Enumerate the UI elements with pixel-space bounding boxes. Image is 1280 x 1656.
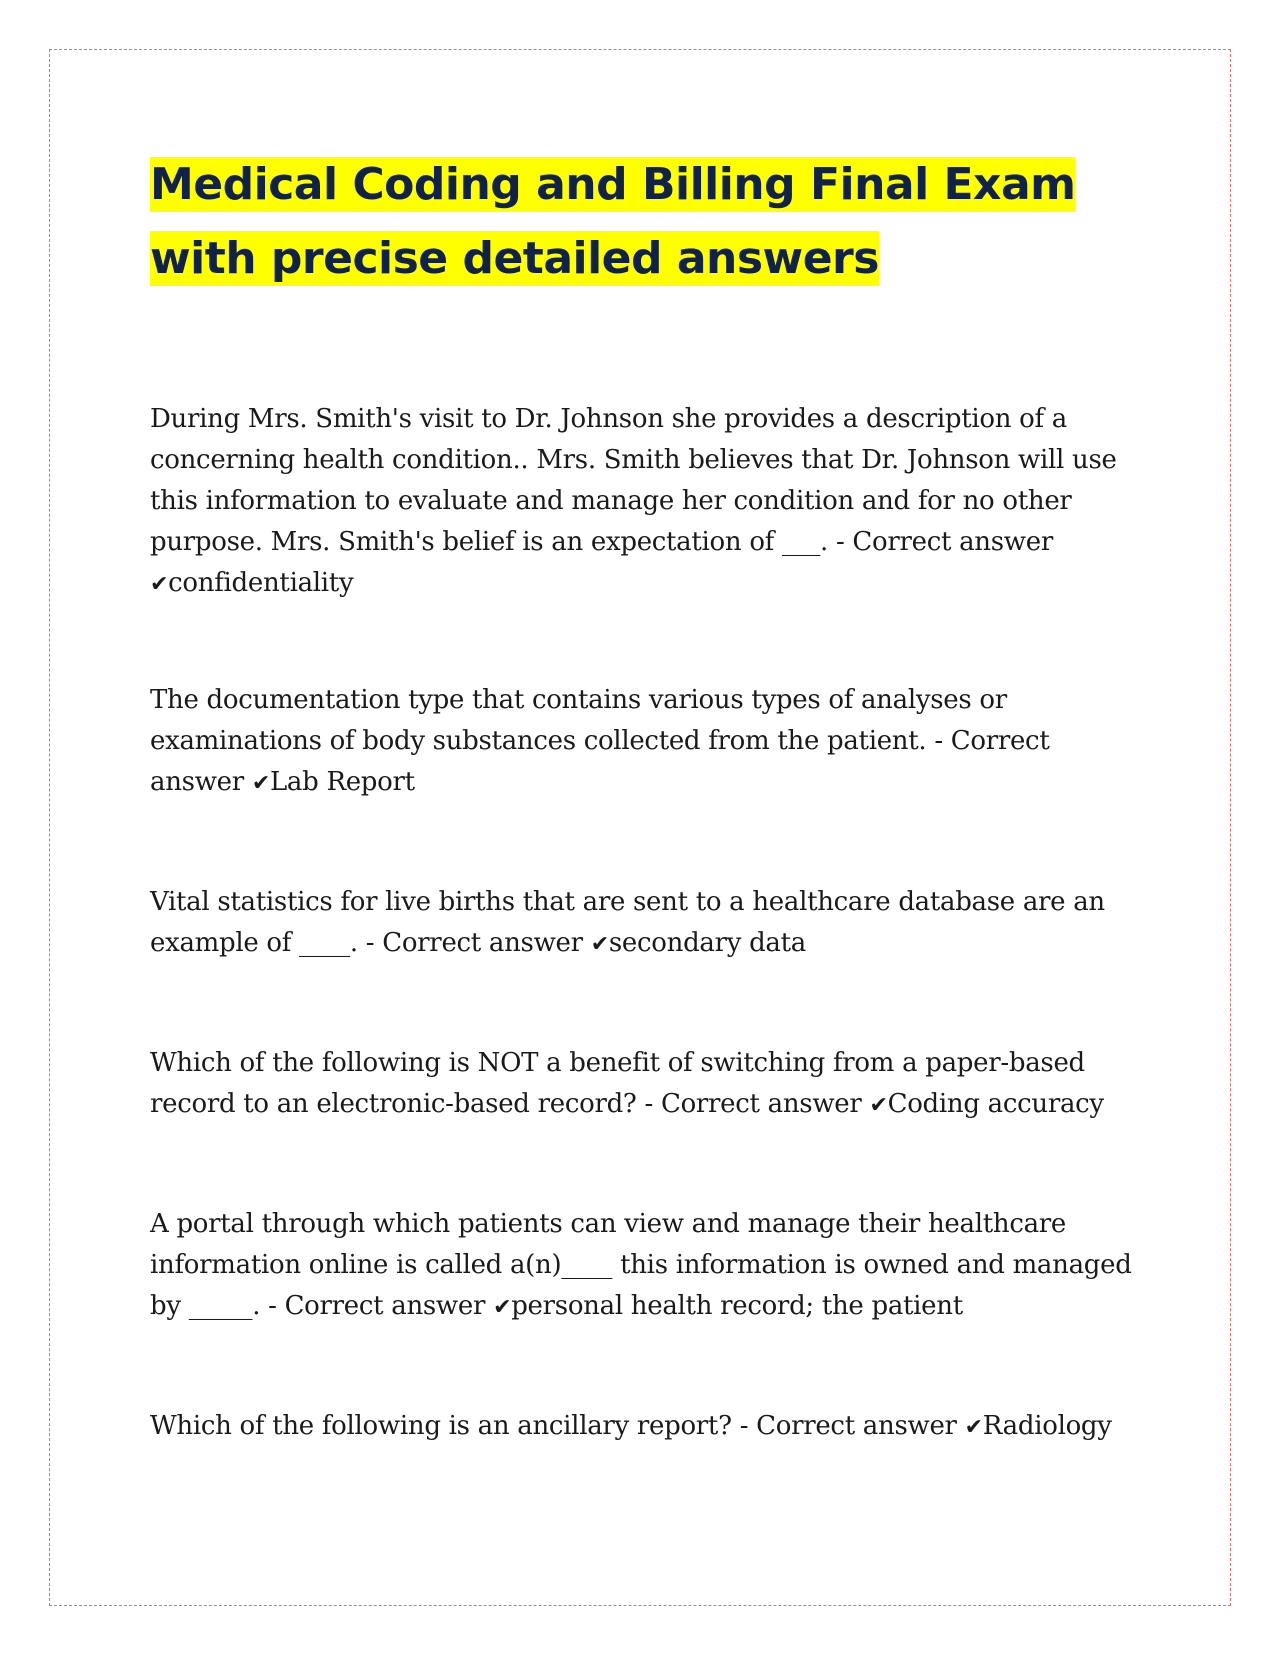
- question-text: During Mrs. Smith's visit to Dr. Johnson she provides a description of a concerning health condition.. Mrs. Smith believes that Dr. Johnson will use this information to evaluate and manage her condition and for no other purpose. Mrs. Smith's belief is an expectation of ___. - Correct answer: [150, 404, 1117, 557]
- answer-text: confidentiality: [168, 568, 354, 598]
- question-text: Which of the following is an ancillary report? - Correct answer: [150, 1411, 965, 1441]
- check-mark-icon: ✔: [590, 932, 609, 957]
- question-text: Vital statistics for live births that are sent to a healthcare database are an example of ____. - Correct answer: [150, 887, 1105, 958]
- qa-item-5: [150, 1204, 1140, 1328]
- check-mark-icon: ✔: [869, 1093, 888, 1118]
- answer-text: Lab Report: [269, 767, 415, 797]
- question-text: The documentation type that contains various types of analyses or examinations of body substances collected from the patient. - Correct answer: [150, 685, 1050, 797]
- question-text: A portal through which patients can view and manage their healthcare information online is called a(n)____ this information is owned and managed by _____. - Correct answer: [150, 1209, 1132, 1321]
- check-mark-icon: ✔: [251, 771, 270, 796]
- qa-item-3: [150, 882, 1140, 965]
- check-mark-icon: ✔: [964, 1415, 983, 1440]
- check-mark-icon: ✔: [493, 1295, 512, 1320]
- answer-text: Radiology: [982, 1411, 1112, 1441]
- answer-text: secondary data: [608, 928, 806, 958]
- qa-item-4: [150, 1043, 1140, 1126]
- qa-item-2: [150, 680, 1140, 804]
- qa-item-1: [150, 399, 1140, 605]
- answer-text: personal health record; the patient: [511, 1291, 963, 1321]
- qa-item-6: [150, 1406, 1140, 1448]
- document-title: [150, 148, 1090, 296]
- answer-text: Coding accuracy: [887, 1089, 1104, 1119]
- check-mark-icon: ✔: [150, 572, 169, 597]
- title-highlight: Medical Coding and Billing Final Exam with precise detailed answers: [150, 159, 1076, 284]
- question-text: Which of the following is NOT a benefit of switching from a paper-based record to an electronic-based record? - Correct answer: [150, 1048, 1085, 1119]
